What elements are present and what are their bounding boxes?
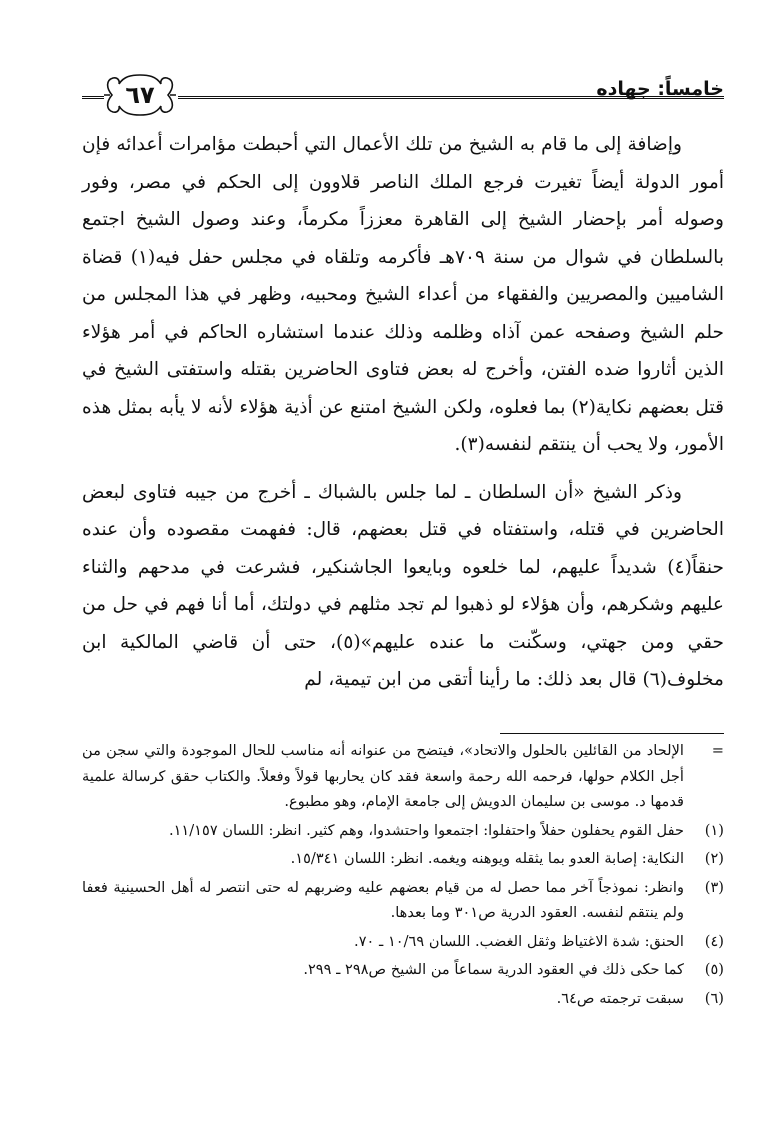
footnote-6 <box>82 986 724 1012</box>
header-rule <box>178 96 724 99</box>
paragraph: وإضافة إلى ما قام به الشيخ من تلك الأعمال التي أحبطت مؤامرات أعدائه فإن أمور الدولة أيضاً تغيرت فرجع الملك الناصر قلاوون إلى الحكم في مصر، وفور وصوله أمر بإحضار الشيخ إلى القاهرة معززاً مكرماً، وعند وصول الشيخ اجتمع بالسلطان في شوال من سنة ٧٠٩هـ فأكرمه وتلقاه في مجلس حفل فيه(١) قضاة الشاميين والمصريين والفقهاء من أعداء الشيخ ومحبيه، وظهر في هذا المجلس من حلم الشيخ وصفحه عمن آذاه وظلمه وذلك عندما استشاره الحاكم في أمر هؤلاء الذين أثاروا ضده الفتن، وأخرج له بعض فتاوى الحاضرين بقتله واستفتى الشيخ في قتل بعضهم نكاية(٢) بما فعلوه، ولكن الشيخ امتنع عن أذية هؤلاء لأنه لا يأبه بمثل هذه الأمور، ولا يحب أن ينتقم لنفسه(٣). <box>82 134 724 455</box>
footnote-text: كما حكى ذلك في العقود الدرية سماعاً من الشيخ ص٢٩٨ ـ ٢٩٩. <box>303 961 684 978</box>
footnote-text: الإلحاد من القائلين بالحلول والاتحاد»، فيتضح من عنوانه أنه مناسب للحال الموجودة والتي سجن من أجل الكلام حولها، فرحمه الله رحمة واسعة فقد كان يحاربها قولاً وفعلاً. والكتاب حقق كرسالة علمية قدمها د. موسى بن سليمان الدويش إلى جامعة الإمام، وهو مطبوع. <box>82 742 684 810</box>
footnote-marker: (٢) <box>704 850 724 867</box>
footnote-text: وانظر: نموذجاً آخر مما حصل له من قيام بعضهم عليه وضربهم له حتى انتصر له أهل الحسينية فعفا ولم ينتقم لنفسه. العقود الدرية ص٣٠١ وما بعدها. <box>82 878 684 921</box>
header-rule-left <box>82 96 104 99</box>
footnote-marker: (٦) <box>704 989 724 1007</box>
footnote-marker: = <box>711 742 724 759</box>
paragraph: وذكر الشيخ «أن السلطان ـ لما جلس بالشباك ـ أخرج من جيبه فتاوى لبعض الحاضرين في قتله، واستفتاه في قتل بعضهم، قال: ففهمت مقصوده وأن عنده حنقاً(٤) شديداً عليهم، لما خلعوه وبايعوا الجاشنكير، فشرعت في مدحهم والثناء عليهم وشكرهم، وأن هؤلاء لو ذهبوا لم تجد مثلهم في دولتك، أما أنا فهم في حل من حقي ومن جهتي، وسكّنت ما عنده عليهم»(٥)، حتى أن قاضي المالكية ابن مخلوف(٦) قال بعد ذلك: ما رأينا أتقى من ابن تيمية، لم <box>82 481 725 690</box>
footnote-4 <box>82 929 724 955</box>
section-title: خامساً: جهاده <box>596 78 724 100</box>
page-number-badge <box>102 72 178 118</box>
footnote-continued <box>82 738 724 815</box>
footnote-text: سبقت ترجمته ص٦٤. <box>556 989 684 1007</box>
footnote-marker: (١) <box>704 821 724 839</box>
footnotes <box>82 738 724 1011</box>
footnote-marker: (٣) <box>704 878 724 896</box>
main-text <box>82 126 724 699</box>
footnote-divider <box>500 733 724 734</box>
footnote-text: النكاية: إصابة العدو بما يثقله ويوهنه ويغمه. انظر: اللسان ١٥/٣٤١. <box>290 850 684 867</box>
footnote-text: حفل القوم يحفلون حفلاً واحتفلوا: اجتمعوا واحتشدوا، وهم كثير. انظر: اللسان ١١/١٥٧. <box>168 821 684 839</box>
page-number: ٦٧ <box>125 81 155 109</box>
footnote-text: الحنق: شدة الاغتياظ وثقل الغضب. اللسان ١٠/٦٩ ـ ٧٠. <box>354 932 684 950</box>
page-header <box>82 72 724 120</box>
footnote-marker: (٥) <box>704 961 724 978</box>
footnote-5 <box>82 957 724 983</box>
footnote-1 <box>82 818 724 844</box>
footnote-2 <box>82 846 724 872</box>
footnote-marker: (٤) <box>704 932 724 950</box>
footnote-3 <box>82 875 724 926</box>
